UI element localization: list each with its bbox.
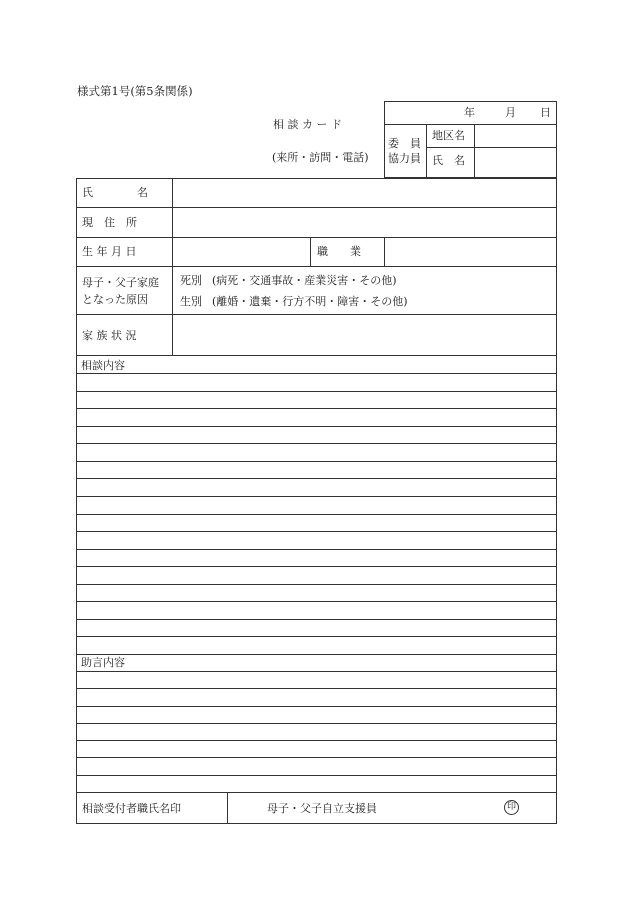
ruled-line <box>76 566 557 567</box>
ruled-line <box>76 654 557 655</box>
header-divider <box>474 124 475 178</box>
header-divider <box>426 147 557 148</box>
ruled-line <box>76 496 557 497</box>
ruled-line <box>76 706 557 707</box>
ruled-line <box>76 601 557 602</box>
member-name-label: 氏 名 <box>432 154 465 167</box>
form-number: 様式第1号(第5条関係) <box>77 84 193 98</box>
commissioner-label: 委 員 <box>388 137 421 150</box>
card-title: 相 談 カ ー ド <box>273 118 342 131</box>
ruled-line <box>76 461 557 462</box>
ruled-line <box>76 688 557 689</box>
district-label: 地区名 <box>432 129 465 142</box>
ruled-line <box>76 619 557 620</box>
receiver-label: 相談受付者職氏名印 <box>82 802 181 815</box>
row-divider <box>76 314 557 315</box>
cooperator-label: 協力員 <box>388 152 421 165</box>
ruled-line <box>76 426 557 427</box>
cause-label-line1: 母子・父子家庭 <box>82 276 159 289</box>
year-label: 年 <box>464 106 475 119</box>
ruled-line <box>76 775 557 776</box>
ruled-line <box>76 443 557 444</box>
supporter-label: 母子・父子自立支援員 <box>267 802 377 815</box>
footer-divider <box>76 792 557 793</box>
family-label: 家 族 状 況 <box>82 329 137 342</box>
address-label: 現 住 所 <box>82 216 137 229</box>
ruled-line <box>76 549 557 550</box>
header-divider <box>426 124 427 178</box>
birthdate-label: 生 年 月 日 <box>82 245 137 258</box>
occupation-label: 職 業 <box>317 245 361 258</box>
day-label: 日 <box>540 106 551 119</box>
contact-method: (来所・訪問・電話) <box>272 151 369 164</box>
ruled-line <box>76 391 557 392</box>
ruled-line <box>76 531 557 532</box>
advice-section-label: 助言内容 <box>81 656 125 669</box>
label-column-divider <box>172 178 173 355</box>
ruled-line <box>76 636 557 637</box>
seal-stamp: 印 <box>504 800 519 815</box>
ruled-line <box>76 408 557 409</box>
row-divider <box>76 237 557 238</box>
header-divider <box>384 124 557 125</box>
death-options: (病死・交通事故・産業災害・その他) <box>212 274 397 287</box>
ruled-line <box>76 740 557 741</box>
row-divider <box>76 207 557 208</box>
name-label: 氏 名 <box>82 186 148 199</box>
ruled-line <box>76 671 557 672</box>
separation-label: 生別 <box>180 295 202 308</box>
footer-column-divider <box>227 792 228 824</box>
cause-label-line2: となった原因 <box>82 293 148 306</box>
ruled-line <box>76 373 557 374</box>
death-label: 死別 <box>180 274 202 287</box>
occupation-divider <box>310 237 311 266</box>
row-divider <box>76 355 557 356</box>
row-divider <box>76 266 557 267</box>
separation-options: (離婚・遺棄・行方不明・障害・その他) <box>212 295 408 308</box>
ruled-line <box>76 514 557 515</box>
ruled-line <box>76 723 557 724</box>
ruled-line <box>76 584 557 585</box>
occupation-divider <box>384 237 385 266</box>
ruled-line <box>76 478 557 479</box>
ruled-line <box>76 757 557 758</box>
consultation-section-label: 相談内容 <box>81 359 125 372</box>
month-label: 月 <box>505 106 516 119</box>
